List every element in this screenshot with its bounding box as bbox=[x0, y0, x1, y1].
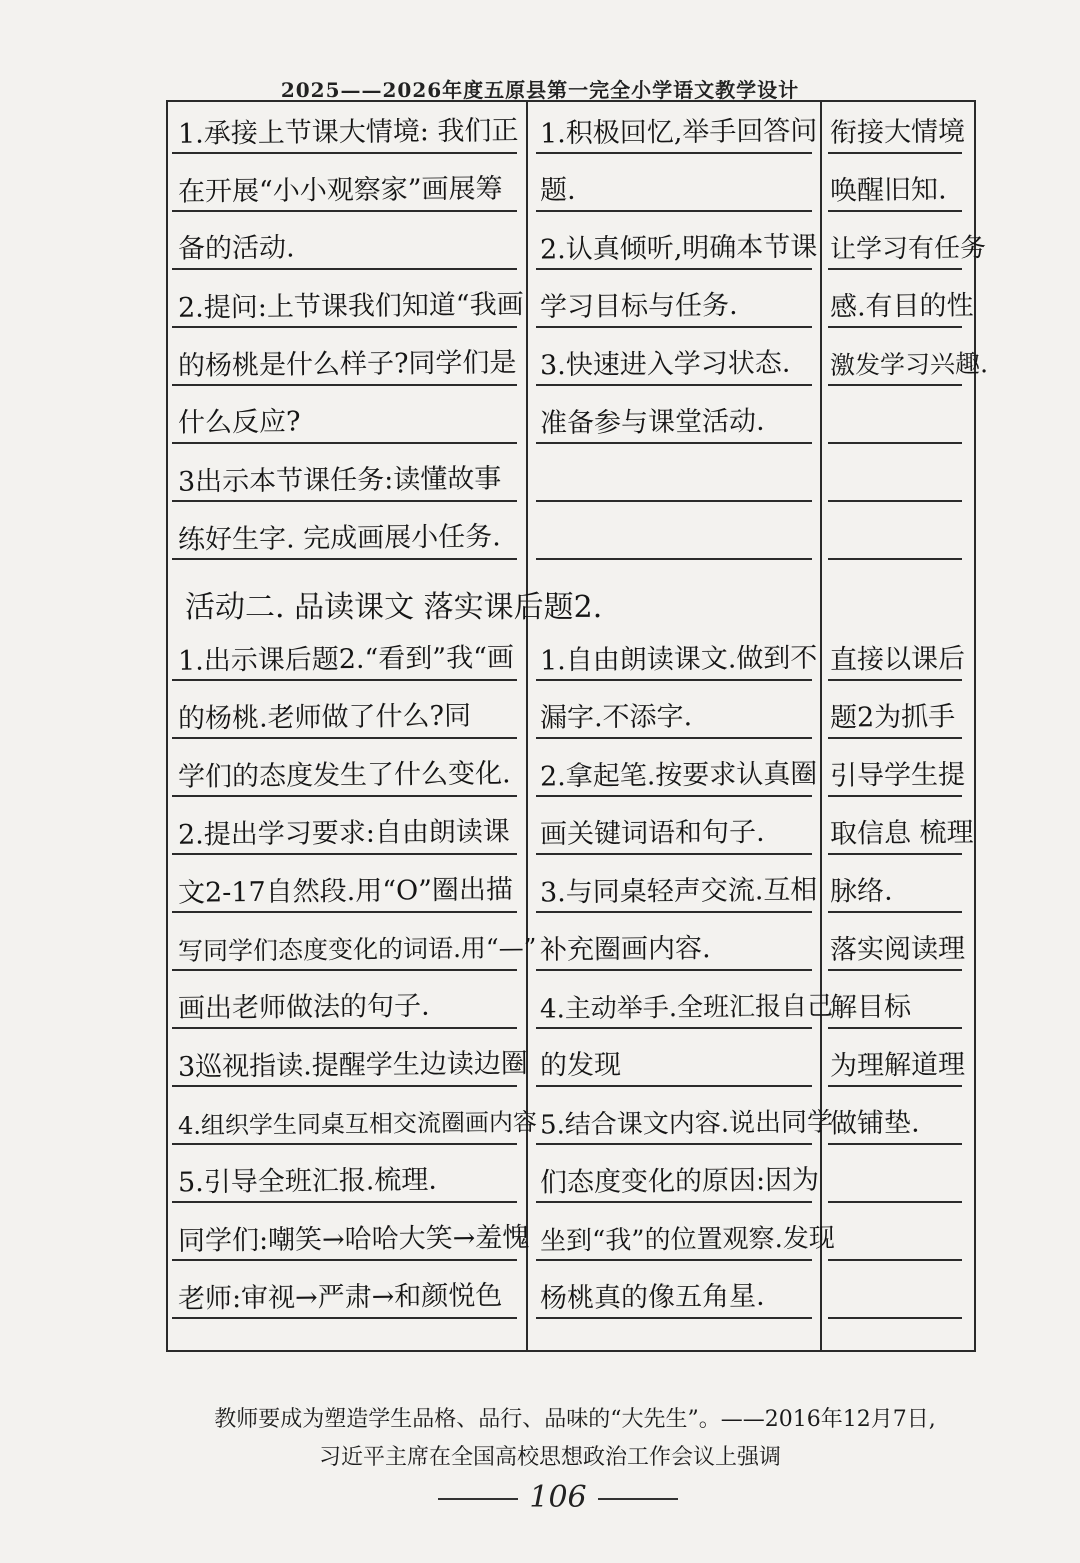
ruled-line bbox=[172, 442, 517, 444]
ruled-line bbox=[172, 679, 517, 681]
page-number: 106 bbox=[529, 1480, 587, 1515]
ruled-line bbox=[536, 737, 812, 739]
ruled-line bbox=[828, 853, 962, 855]
handwritten-line: 取信息 梳理 bbox=[829, 817, 974, 850]
ruled-line bbox=[172, 268, 517, 270]
handwritten-line: 1.自由朗读课文.做到不 bbox=[539, 642, 818, 677]
ruled-line bbox=[172, 1259, 517, 1261]
handwritten-line: 同学们:嘲笑→哈哈大笑→羞愧 bbox=[177, 1222, 530, 1257]
ruled-line bbox=[536, 384, 812, 386]
handwritten-line: 1.承接上节课大情境: 我们正 bbox=[177, 115, 519, 150]
column-divider bbox=[526, 102, 528, 1350]
handwritten-line: 文2-17自然段.用“O”圈出描 bbox=[177, 874, 514, 909]
ruled-line bbox=[536, 152, 812, 154]
handwritten-line: 5.引导全班汇报.梳理. bbox=[177, 1164, 438, 1199]
handwritten-line: 2.提出学习要求:自由朗读课 bbox=[177, 816, 511, 851]
handwritten-line: 老师:审视→严肃→和颜悦色 bbox=[177, 1280, 503, 1315]
handwritten-line: 的杨桃是什么样子?同学们是 bbox=[177, 347, 517, 382]
ruled-line bbox=[828, 326, 962, 328]
handwritten-line: 1.积极回忆,举手回答问 bbox=[539, 115, 818, 150]
ruled-line bbox=[172, 1317, 517, 1319]
handwritten-line: 备的活动. bbox=[177, 232, 295, 265]
handwritten-line: 解目标 bbox=[829, 991, 912, 1024]
handwritten-line: 画关键词语和句子. bbox=[539, 816, 765, 851]
handwritten-line: 3巡视指读.提醒学生边读边圈 bbox=[177, 1048, 528, 1083]
handwritten-line: 让学习有任务 bbox=[829, 233, 987, 265]
handwritten-line: 直接以课后 bbox=[829, 643, 966, 676]
ruled-line bbox=[172, 1027, 517, 1029]
handwritten-line: 杨桃真的像五角星. bbox=[539, 1280, 765, 1315]
ruled-line bbox=[828, 442, 962, 444]
handwritten-line: 衔接大情境 bbox=[829, 116, 966, 149]
ruled-line bbox=[828, 1317, 962, 1319]
handwritten-line: 为理解道理 bbox=[829, 1049, 966, 1082]
ruled-line bbox=[536, 1143, 812, 1145]
ruled-line bbox=[536, 1317, 812, 1319]
ruled-line bbox=[536, 558, 812, 560]
handwritten-line: 2.拿起笔.按要求认真圈 bbox=[539, 758, 818, 793]
ruled-line bbox=[172, 1085, 517, 1087]
handwritten-line: 感.有目的性 bbox=[829, 290, 974, 323]
handwritten-line: 题. bbox=[539, 174, 576, 207]
ruled-line bbox=[536, 1027, 812, 1029]
handwritten-line: 坐到“我”的位置观察.发现 bbox=[539, 1223, 836, 1257]
ruled-line bbox=[536, 1085, 812, 1087]
ruled-line bbox=[172, 152, 517, 154]
ruled-line bbox=[828, 969, 962, 971]
ruled-line bbox=[536, 969, 812, 971]
ruled-line bbox=[172, 737, 517, 739]
handwritten-line: 学习目标与任务. bbox=[539, 289, 738, 324]
handwritten-line: 2.提问:上节课我们知道“我画 bbox=[177, 289, 524, 324]
ruled-line bbox=[828, 911, 962, 913]
ruled-line bbox=[536, 1201, 812, 1203]
ruled-line bbox=[536, 268, 812, 270]
handwritten-line: 激发学习兴趣. bbox=[829, 349, 989, 380]
handwritten-line: 脉络. bbox=[829, 875, 893, 908]
ruled-line bbox=[828, 1085, 962, 1087]
handwritten-line: 练好生字. 完成画展小任务. bbox=[177, 521, 501, 556]
handwritten-line: 学们的态度发生了什么变化. bbox=[177, 758, 511, 793]
handwritten-line: 5.结合课文内容.说出同学 bbox=[539, 1107, 834, 1141]
ruled-line bbox=[536, 911, 812, 913]
handwritten-line: 3.快速进入学习状态. bbox=[539, 347, 791, 382]
handwritten-line: 的杨桃.老师做了什么?同 bbox=[177, 700, 472, 735]
ruled-line bbox=[172, 558, 517, 560]
ruled-line bbox=[172, 911, 517, 913]
handwritten-line: 题2为抓手 bbox=[829, 701, 956, 734]
ruled-line bbox=[536, 500, 812, 502]
ruled-line bbox=[536, 326, 812, 328]
ruled-line bbox=[172, 500, 517, 502]
handwritten-line: 3.与同桌轻声交流.互相 bbox=[539, 874, 818, 909]
ruled-line bbox=[536, 1259, 812, 1261]
ruled-line bbox=[172, 1201, 517, 1203]
ruled-line bbox=[828, 268, 962, 270]
handwritten-line: 们态度变化的原因:因为 bbox=[539, 1164, 820, 1199]
ruled-line bbox=[536, 853, 812, 855]
ruled-line bbox=[172, 969, 517, 971]
ruled-line bbox=[828, 384, 962, 386]
ruled-line bbox=[828, 1143, 962, 1145]
quote-attribution: 习近平主席在全国高校思想政治工作会议上强调 bbox=[318, 1445, 781, 1470]
handwritten-line: 漏字.不添字. bbox=[539, 701, 693, 734]
handwritten-line: 4.组织学生同桌互相交流圈画内容 bbox=[177, 1108, 538, 1140]
ruled-line bbox=[172, 384, 517, 386]
page-number-block bbox=[438, 1478, 678, 1518]
handwritten-line: 3出示本节课任务:读懂故事 bbox=[177, 463, 502, 498]
column-divider bbox=[820, 102, 822, 1350]
page-dash-right bbox=[598, 1498, 678, 1500]
handwritten-line: 1.出示课后题2.“看到”我“画 bbox=[177, 642, 515, 677]
activity-heading: 活动二. 品读课文 落实课后题2. bbox=[185, 590, 603, 625]
handwritten-line: 写同学们态度变化的词语.用“—” bbox=[177, 933, 537, 966]
ruled-line bbox=[828, 210, 962, 212]
handwritten-line: 唤醒旧知. bbox=[829, 174, 947, 207]
page-header: 2025——2026年度五原县第一完全小学语文教学设计 bbox=[280, 78, 800, 102]
handwritten-line: 什么反应? bbox=[177, 406, 301, 439]
ruled-line bbox=[828, 679, 962, 681]
page-dash-left bbox=[438, 1498, 518, 1500]
ruled-line bbox=[172, 326, 517, 328]
handwritten-line: 补充圈画内容. bbox=[539, 933, 711, 966]
ruled-line bbox=[172, 1143, 517, 1145]
footer-quote bbox=[0, 1401, 1080, 1477]
ruled-line bbox=[536, 679, 812, 681]
ruled-line bbox=[828, 1027, 962, 1029]
ruled-line bbox=[828, 795, 962, 797]
ruled-line bbox=[536, 442, 812, 444]
handwritten-line: 画出老师做法的句子. bbox=[177, 990, 430, 1025]
ruled-line bbox=[536, 795, 812, 797]
ruled-line bbox=[828, 1259, 962, 1261]
ruled-line bbox=[828, 558, 962, 560]
handwritten-line: 准备参与课堂活动. bbox=[539, 405, 765, 440]
handwritten-line: 2.认真倾听,明确本节课 bbox=[539, 231, 818, 266]
ruled-line bbox=[172, 210, 517, 212]
handwritten-line: 的发现 bbox=[539, 1049, 622, 1082]
ruled-line bbox=[828, 1201, 962, 1203]
handwritten-line: 引导学生提 bbox=[829, 759, 966, 792]
handwritten-line: 在开展“小小观察家”画展筹 bbox=[177, 173, 503, 208]
handwritten-line: 4.主动举手.全班汇报自己 bbox=[539, 991, 834, 1025]
quote-line: 教师要成为塑造学生品格、品行、品味的“大先生”。——2016年12月7日, bbox=[214, 1407, 936, 1432]
ruled-line bbox=[172, 795, 517, 797]
ruled-line bbox=[536, 210, 812, 212]
ruled-line bbox=[828, 500, 962, 502]
handwritten-line: 做铺垫. bbox=[829, 1107, 920, 1140]
ruled-line bbox=[828, 152, 962, 154]
ruled-line bbox=[828, 737, 962, 739]
handwritten-line: 落实阅读理 bbox=[829, 933, 966, 966]
ruled-line bbox=[172, 853, 517, 855]
